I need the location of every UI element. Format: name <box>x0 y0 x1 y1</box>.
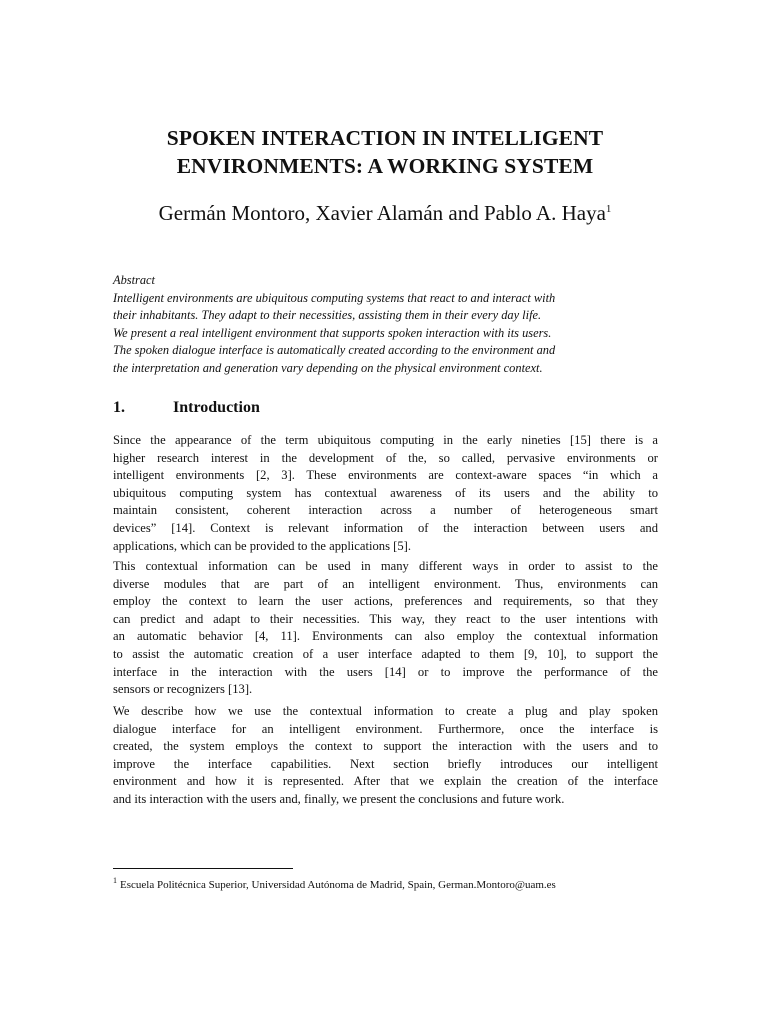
paragraph-line: and its interaction with the users and, finally, we present the conclusions and future work. <box>113 791 565 806</box>
paragraph-line: ubiquitous computing system has contextual awareness of its users and the ability to <box>113 485 658 500</box>
paragraph-line: created, the system employs the context to support the interaction with the users and to <box>113 739 658 754</box>
footnote-text: Escuela Politécnica Superior, Universidad Autónoma de Madrid, Spain, German.Montoro@uam.es <box>120 879 556 891</box>
paragraph-line: higher research interest in the development of the, so called, pervasive environments or <box>113 450 658 465</box>
paragraph-line: dialogue interface for an intelligent environment. Furthermore, once the interface is <box>113 721 658 736</box>
paragraph-line: an automatic behavior [4, 11]. Environments can also employ the contextual information <box>113 629 658 644</box>
footnote-divider <box>113 868 293 869</box>
paragraph-line: sensors or recognizers [13]. <box>113 682 253 697</box>
abstract-line: The spoken dialogue interface is automatically created according to the environment and <box>113 343 556 358</box>
section-title: Introduction <box>173 399 260 416</box>
body-paragraph-2 <box>113 558 658 699</box>
body-paragraph-3 <box>113 703 658 809</box>
abstract-line: the interpretation and generation vary depending on the physical environment context. <box>113 360 543 375</box>
paragraph-line: to assist the automatic creation of a user interface adapted to them [9, 10], to support the <box>113 646 658 661</box>
body-paragraph-1 <box>113 432 658 555</box>
paragraph-line: This contextual information can be used in many different ways in order to assist to the <box>113 559 658 573</box>
paragraph-line: environment and how it is represented. After that we explain the creation of the interface <box>113 774 658 789</box>
paragraph-line: diverse modules that are part of an intelligent environment. Thus, environments can <box>113 576 658 591</box>
paragraph-line: Since the appearance of the term ubiquitous computing in the early nineties [15] there is a <box>113 433 658 447</box>
author-list <box>60 200 710 226</box>
abstract-line: Intelligent environments are ubiquitous computing systems that react to and interact with <box>113 290 556 305</box>
abstract-line: We present a real intelligent environment that supports spoken interaction with its users. <box>113 325 552 340</box>
paragraph-line: We describe how we use the contextual information to create a plug and play spoken <box>113 704 658 718</box>
footnote <box>113 877 673 893</box>
author-footnote-mark: 1 <box>605 203 612 215</box>
paragraph-line: can predict and adapt to their necessities. This way, they react to the user intentions with <box>113 611 658 626</box>
section-heading-introduction <box>113 397 260 419</box>
paragraph-line: interface in the interaction with the users [14] or to improve the performance of the <box>113 664 658 679</box>
author-names: Germán Montoro, Xavier Alamán and Pablo A. Haya <box>158 201 606 225</box>
abstract-line: their inhabitants. They adapt to their necessities, assisting them in their every day life. <box>113 308 542 323</box>
paragraph-line: maintain consistent, coherent interaction across a number of heterogeneous smart <box>113 503 658 518</box>
paragraph-line: employ the context to learn the user actions, preferences and requirements, so that they <box>113 594 658 609</box>
title-line-2: ENVIRONMENTS: A WORKING SYSTEM <box>176 154 594 178</box>
footnote-mark: 1 <box>113 876 117 886</box>
paragraph-line: improve the interface capabilities. Next section briefly introduces our intelligent <box>113 756 658 771</box>
paragraph-line: applications, which can be provided to the applications [5]. <box>113 538 411 553</box>
abstract-heading: Abstract <box>113 273 155 287</box>
section-number: 1. <box>113 399 125 416</box>
abstract <box>113 272 661 378</box>
paper-title <box>100 124 670 180</box>
paragraph-line: devices” [14]. Context is relevant information of the interaction between users and <box>113 520 658 535</box>
paragraph-line: intelligent environments [2, 3]. These environments are context-aware spaces “in which a <box>113 468 658 483</box>
title-line-1: SPOKEN INTERACTION IN INTELLIGENT <box>166 126 604 150</box>
